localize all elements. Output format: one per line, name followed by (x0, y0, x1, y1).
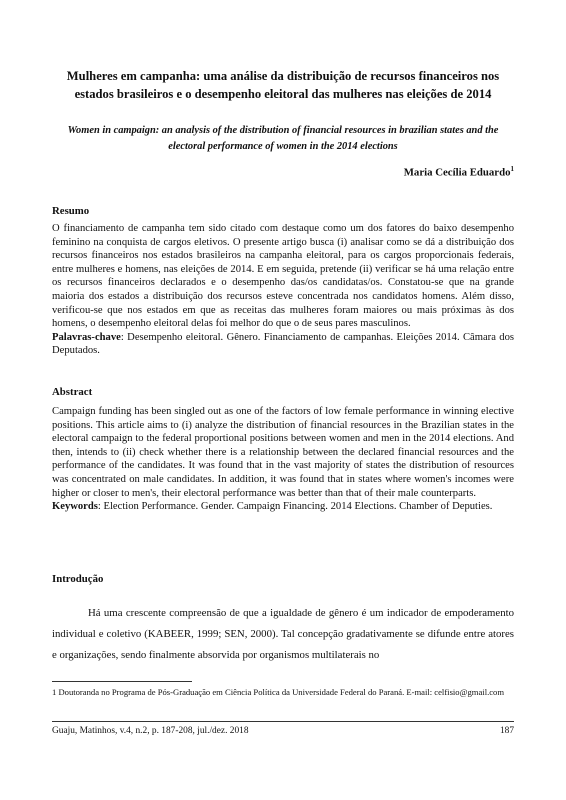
abstract-keywords-text: : Election Performance. Gender. Campaign Financing. 2014 Elections. Chamber of Deputies. (97, 501, 493, 513)
resumo-keywords-text: : Desempenho eleitoral. Gênero. Financiamento de campanhas. Eleições 2014. Câmara dos Deputados. (52, 331, 514, 357)
introducao-text: Há uma crescente compreensão de que a igualdade de gênero é um indicador de empoderamento individual e coletivo (KABEER, 1999; SEN, 2000). Tal concepção gradativamente se difunde entre atores e organizações, sendo finalmente absorvida por organismos multilaterais no (52, 607, 514, 661)
abstract-heading: Abstract (52, 386, 93, 398)
page-number: 187 (499, 726, 514, 736)
footnote-divider (52, 681, 192, 682)
abstract-section (52, 405, 514, 514)
abstract-text: Campaign funding has been singled out as one of the factors of low female performance in winning elective positions. This article aims to (i) analyze the distribution of financial resources in the Brazilian states in the electoral campaign to the federal proportional positions between women and men in the 2014 elections. And then, intends to (ii) check whether there is a relationship between the declared financial resources and the performance of the candidates. It was found that in the vast majority of states the distribution of resources was concentrated on male candidates. In addition, it was found that in states where women's incomes were higher or closer to men's, their electoral performance was better than that of their male counterparts. (52, 406, 514, 499)
footer-divider (52, 721, 514, 722)
abstract-keywords-label: Keywords (52, 501, 98, 513)
author-name: Maria Cecília Eduardo (403, 166, 511, 179)
resumo-section (52, 222, 514, 358)
resumo-text: O financiamento de campanha tem sido citado com destaque como um dos fatores do baixo desempenho feminino na conquista de cargos eletivos. O presente artigo busca (i) analisar como se dá a distribuição dos recursos financeiros nos estados brasileiros na campanha eleitoral, para os cargos proporcionais federais, entre mulheres e homens, nas eleições de 2014. E em seguida, pretende (ii) verificar se há uma relação entre os recursos financeiros declarados e o desempenho das/os candidatas/os. Constatou-se que na grande maioria dos estados a distribuição dos recursos esteve concentrada nos candidatos homens. Além disso, verificou-se que nos estados em que as receitas das mulheres foram maiores ou mais próximas às dos homens, o desempenho eleitoral delas foi melhor do que o de seus pares masculinos. (52, 223, 514, 330)
page-footer (52, 726, 514, 736)
abstract-keywords (52, 500, 514, 514)
article-title: Mulheres em campanha: uma análise da distribuição de recursos financeiros nos estados brasileiros e o desempenho eleitoral das mulheres nas eleições de 2014 (66, 69, 500, 101)
introducao-heading: Introdução (52, 573, 104, 585)
article-subtitle-english: Women in campaign: an analysis of the distribution of financial resources in brazilian states and the electoral performance of women in the 2014 elections (67, 125, 499, 152)
author-footnote-mark: 1 (510, 165, 514, 173)
resumo-keywords (52, 331, 514, 358)
author-line (404, 165, 514, 179)
introducao-section (52, 603, 514, 666)
resumo-heading: Resumo (52, 205, 90, 217)
resumo-keywords-label: Palavras-chave (52, 331, 121, 343)
footnote: 1 Doutoranda no Programa de Pós-Graduação em Ciência Política da Universidade Federal do Paraná. E-mail: celfisio@gmail.com (52, 687, 505, 697)
journal-citation: Guaju, Matinhos, v.4, n.2, p. 187-208, jul./dez. 2018 (52, 726, 249, 736)
